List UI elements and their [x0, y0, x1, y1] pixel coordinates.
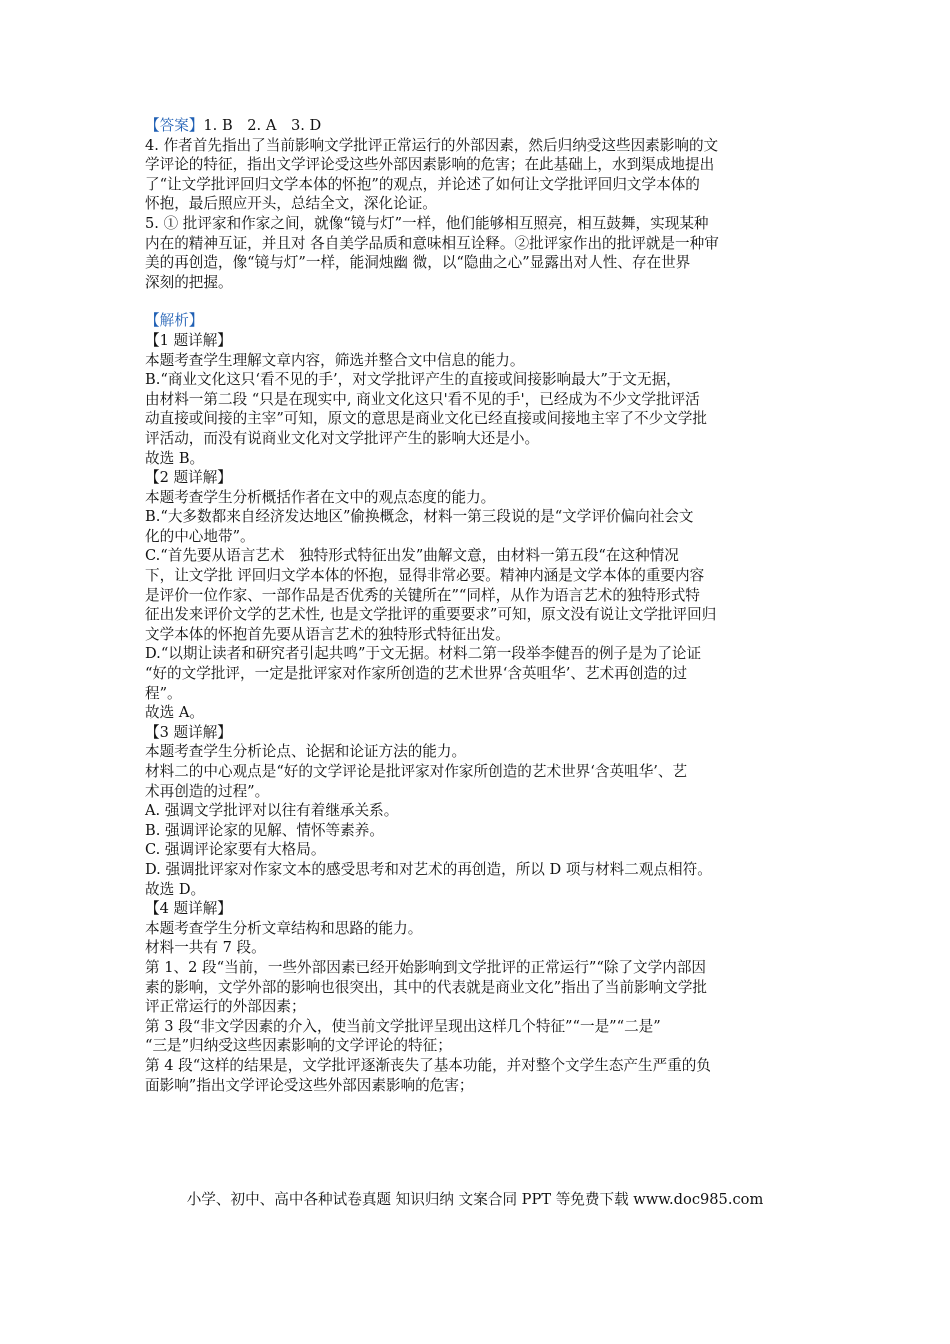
text-line: 故选 B。 [145, 449, 205, 467]
text-line: 故选 D。 [145, 880, 206, 898]
document-body [145, 116, 813, 1095]
section-heading: 【2 题详解】 [145, 469, 232, 487]
text-line: “三是”归纳受这些因素影响的文学评论的特征； [145, 1037, 452, 1055]
text-line: 4. 作者首先指出了当前影响文学批评正常运行的外部因素，然后归纳受这些因素影响的文 [145, 136, 719, 154]
text-line: 术再创造的过程”。 [145, 782, 270, 800]
answer-text: 1. B 2. A 3. D [203, 117, 322, 134]
text-line: 了“让文学批评回归文学本体的怀抱”的观点，并论述了如何让文学批评回归文学本体的 [145, 175, 700, 193]
text-line: 面影响”指出文学评论受这些外部因素影响的危害； [145, 1076, 474, 1094]
text-line: 材料一共有 7 段。 [145, 939, 266, 957]
text-line: 本题考查学生分析概括作者在文中的观点态度的能力。 [145, 488, 496, 506]
text-line: 5. ① 批评家和作家之间，就像“镜与灯”一样，他们能够相互照亮，相互鼓舞，实现某种 [145, 214, 709, 232]
text-line: 由材料一第二段 “只是在现实中, 商业文化这只'看不见的手'，已经成为不少文学批评活 [145, 390, 700, 408]
text-line: 素的影响，文学外部的影响也很突出，其中的代表就是商业文化”指出了当前影响文学批 [145, 978, 708, 996]
text-line: 评活动，而没有说商业文化对文学批评产生的影响大还是小。 [145, 429, 540, 447]
text-line: 第 1、2 段“当前，一些外部因素已经开始影响到文学批评的正常运行”“除了文学内部因 [145, 958, 707, 976]
section-heading: 【3 题详解】 [145, 723, 232, 741]
text-line: 征出发来评价文学的艺术性, 也是文学批评的重要要求”可知，原文没有说让文学批评回归 [145, 606, 717, 624]
text-line: 本题考查学生分析文章结构和思路的能力。 [145, 919, 423, 937]
analysis-heading: 【解析】 [145, 312, 204, 330]
text-line: 材料二的中心观点是“好的文学评论是批评家对作家所创造的艺术世界‘含英咀华’、艺 [145, 763, 688, 780]
text-line: 美的再创造，像“镜与灯”一样，能洞烛幽 微，以“隐曲之心”显露出对人性、存在世界 [145, 254, 691, 272]
answer-tag: 【答案】 [145, 117, 204, 134]
text-line: D. 强调批评家对作家文本的感受思考和对艺术的再创造，所以 D 项与材料二观点相符。 [145, 860, 712, 878]
text-line: 程”。 [145, 684, 182, 702]
page-footer: 小学、初中、高中各种试卷真题 知识归纳 文案合同 PPT 等免费下载 www.doc985.com [186, 1191, 764, 1208]
text-line: B. 强调评论家的见解、情怀等素养。 [145, 821, 384, 839]
text-line: 深刻的把握。 [145, 273, 233, 291]
text-line: 故选 A。 [145, 704, 204, 722]
text-line: A. 强调文学批评对以往有着继承关系。 [145, 802, 399, 820]
text-line: B.“商业文化这只‘看不见的手’，对文学批评产生的直接或间接影响最大”于文无据， [145, 371, 681, 389]
text-line: 怀抱，最后照应开头，总结全文，深化论证。 [145, 195, 437, 213]
text-line: 本题考查学生理解文章内容，筛选并整合文中信息的能力。 [145, 351, 525, 369]
paragraph-gap [145, 292, 813, 311]
text-line: “好的文学批评，一定是批评家对作家所创造的艺术世界‘含英咀华’、艺术再创造的过 [145, 665, 688, 683]
text-line: 评正常运行的外部因素； [145, 998, 306, 1016]
text-line: 第 4 段“这样的结果是，文学批评逐渐丧失了基本功能，并对整个文学生态产生严重的负 [145, 1056, 711, 1074]
text-line: 化的中心地带”。 [145, 527, 255, 545]
text-line: 下，让文学批 评回归文学本体的怀抱，显得非常必要。精神内涵是文学本体的重要内容 [145, 567, 705, 585]
text-line: 动直接或间接的主宰”可知，原文的意思是商业文化已经直接或间接地主宰了不少文学批 [145, 410, 708, 428]
text-line: D.“以期让读者和研究者引起共鸣”于文无据。材料二第一段举李健吾的例子是为了论证 [145, 645, 702, 663]
section-heading: 【4 题详解】 [145, 900, 232, 918]
text-line: B.“大多数都来自经济发达地区”偷换概念，材料一第三段说的是“文学评价偏向社会文 [145, 508, 694, 526]
section-heading: 【1 题详解】 [145, 331, 232, 349]
text-line: 内在的精神互证，并且对 各自美学品质和意味相互诠释。②批评家作出的批评就是一种审 [145, 234, 719, 252]
text-line: 是评价一位作家、一部作品是否优秀的关键所在”“同样，从作为语言艺术的独特形式特 [145, 586, 700, 604]
answer-line [145, 116, 813, 136]
text-line: 本题考查学生分析论点、论据和论证方法的能力。 [145, 743, 467, 761]
text-line: C. 强调评论家要有大格局。 [145, 841, 326, 859]
text-line: C.“首先要从语言艺术 独特形式特征出发”曲解文意，由材料一第五段“在这种情况 [145, 547, 679, 565]
text-line: 文学本体的怀抱首先要从语言艺术的独特形式特征出发。 [145, 625, 510, 643]
text-line: 第 3 段“非文学因素的介入，使当前文学批评呈现出这样几个特征”“一是”“二是” [145, 1017, 661, 1035]
text-line: 学评论的特征，指出文学评论受这些外部因素影响的危害；在此基础上，水到渠成地提出 [145, 156, 715, 174]
